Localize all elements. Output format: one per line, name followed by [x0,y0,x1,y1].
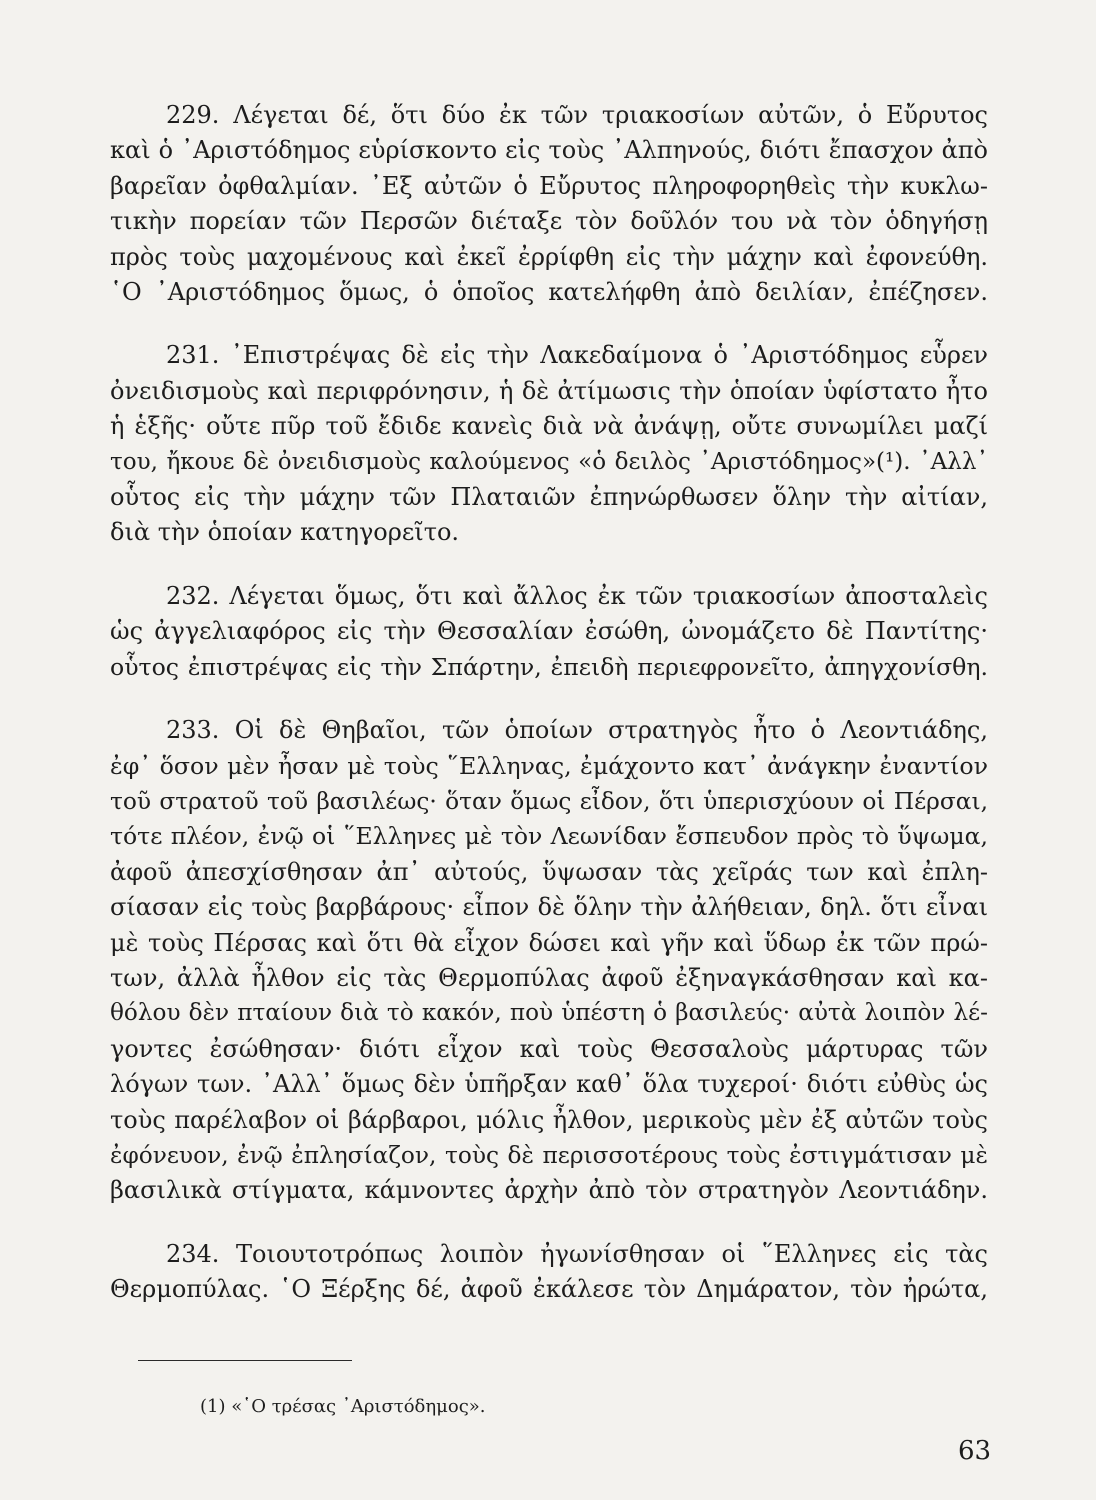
text-line: διὰ τὴν ὁποίαν κατηγορεῖτο. [110,518,460,547]
text-line: ὡς ἀγγελιαφόρος εἰς τὴν Θεσσαλίαν ἐσώθη, ὠνομάζετο δὲ Παντίτης· [110,617,988,646]
text-line: Θερμοπύλας. ῾Ο Ξέρξης δέ, ἀφοῦ ἐκάλεσε τὸν Δημάρατον, τὸν ἠρώτα, [110,1275,988,1304]
text-line: ἡ ἑξῆς· οὔτε πῦρ τοῦ ἔδιδε κανεὶς διὰ νὰ ἀνάψῃ, οὔτε συνωμίλει μαζί [110,412,988,441]
text-line: οὗτος ἐπιστρέψας εἰς τὴν Σπάρτην, ἐπειδὴ περιεφρονεῖτο, ἀπηγχονίσθη. [110,652,988,681]
paragraph-232 [110,579,988,685]
text-line: ἐφόνευον, ἐνῷ ἐπλησίαζον, τοὺς δὲ περισσοτέρους τοὺς ἐστιγμάτισαν μὲ [110,1141,988,1169]
text-line: τοὺς παρέλαβον οἱ βάρβαροι, μόλις ἦλθον, μερικοὺς μὲν ἐξ αὐτῶν τοὺς [110,1105,988,1134]
text-line: μὲ τοὺς Πέρσας καὶ ὅτι θὰ εἶχον δώσει καὶ γῆν καὶ ὕδωρ ἐκ τῶν πρώ- [110,928,988,957]
text-line: οὗτος εἰς τὴν μάχην τῶν Πλαταιῶν ἐπηνώρθωσεν ὅλην τὴν αἰτίαν, [110,483,988,512]
paragraph-229 [110,98,988,310]
text-line: 229. Λέγεται δέ, ὅτι δύο ἐκ τῶν τριακοσίων αὐτῶν, ὁ Εὔρυτος [166,101,988,129]
text-line: τότε πλέον, ἐνῷ οἱ ῞Ελληνες μὲ τὸν Λεωνίδαν ἔσπευδον πρὸς τὸ ὕψωμα, [110,822,988,851]
text-line: 233. Οἱ δὲ Θηβαῖοι, τῶν ὁποίων στρατηγὸς ἦτο ὁ Λεοντιάδης, [166,716,988,745]
body-text [110,98,988,1336]
footnote-divider [138,1360,352,1361]
text-line: βαρεῖαν ὀφθαλμίαν. ᾿Εξ αὐτῶν ὁ Εὔρυτος πληροφορηθεὶς τὴν κυκλω- [110,171,988,200]
paragraph-231 [110,338,988,550]
text-line: 231. ᾿Επιστρέψας δὲ εἰς τὴν Λακεδαίμονα ὁ ᾿Αριστόδημος εὗρεν [166,341,988,370]
text-line: ὀνειδισμοὺς καὶ περιφρόνησιν, ἡ δὲ ἀτίμωσις τὴν ὁποίαν ὑφίστατο ἦτο [110,376,988,405]
text-line: γοντες ἐσώθησαν· διότι εἶχον καὶ τοὺς Θεσσαλοὺς μάρτυρας τῶν [110,1034,988,1063]
text-line: σίασαν εἰς τοὺς βαρβάρους· εἶπον δὲ ὅλην τὴν ἀλήθειαν, δηλ. ὅτι εἶναι [110,893,988,922]
text-line: λόγων των. ᾿Αλλ᾿ ὅμως δὲν ὑπῆρξαν καθ᾿ ὅλα τυχεροί· διότι εὐθὺς ὡς [110,1070,988,1099]
page-number: 63 [958,1436,992,1466]
text-line: τικὴν πορείαν τῶν Περσῶν διέταξε τὸν δοῦλόν του νὰ τὸν ὁδηγήσῃ [110,207,988,236]
text-line: των, ἀλλὰ ἦλθον εἰς τὰς Θερμοπύλας ἀφοῦ ἐξηναγκάσθησαν καὶ κα- [110,963,988,992]
paragraph-233 [110,713,988,1209]
text-line: 232. Λέγεται ὅμως, ὅτι καὶ ἄλλος ἐκ τῶν τριακοσίων ἀποσταλεὶς [166,581,988,610]
text-line: ἐφ᾿ ὅσον μὲν ἦσαν μὲ τοὺς ῞Ελληνας, ἐμάχοντο κατ᾿ ἀνάγκην ἐναντίον [110,751,988,780]
text-line: ἀφοῦ ἀπεσχίσθησαν ἀπ᾿ αὐτούς, ὕψωσαν τὰς χεῖράς των καὶ ἐπλη- [110,857,988,886]
text-line: 234. Τοιουτοτρόπως λοιπὸν ἠγωνίσθησαν οἱ ῞Ελληνες εἰς τὰς [166,1239,988,1268]
text-line: θόλου δὲν πταίουν διὰ τὸ κακόν, ποὺ ὑπέστη ὁ βασιλεύς· αὐτὰ λοιπὸν λέ- [110,1000,988,1027]
text-line: τοῦ στρατοῦ τοῦ βασιλέως· ὅταν ὅμως εἶδον, ὅτι ὑπερισχύουν οἱ Πέρσαι, [110,787,988,815]
paragraph-234 [110,1237,988,1308]
text-line: βασιλικὰ στίγματα, κάμνοντες ἀρχὴν ἀπὸ τὸν στρατηγὸν Λεοντιάδην. [110,1176,988,1205]
text-line: πρὸς τοὺς μαχομένους καὶ ἐκεῖ ἐρρίφθη εἰς τὴν μάχην καὶ ἐφονεύθη. [110,242,988,271]
text-line: καὶ ὁ ᾿Αριστόδημος εὑρίσκοντο εἰς τοὺς ᾿Αλπηνούς, διότι ἔπασχον ἀπὸ [110,136,988,165]
text-line: ῾Ο ᾿Αριστόδημος ὅμως, ὁ ὁποῖος κατελήφθη ἀπὸ δειλίαν, ἐπέζησεν. [110,278,988,307]
footnote: (1) «῾Ο τρέσας ᾿Αριστόδημος». [200,1396,486,1417]
text-line: του, ἤκουε δὲ ὀνειδισμοὺς καλούμενος «ὁ δειλὸς ᾿Αριστόδημος»(¹). ᾿Αλλ᾿ [110,448,988,475]
